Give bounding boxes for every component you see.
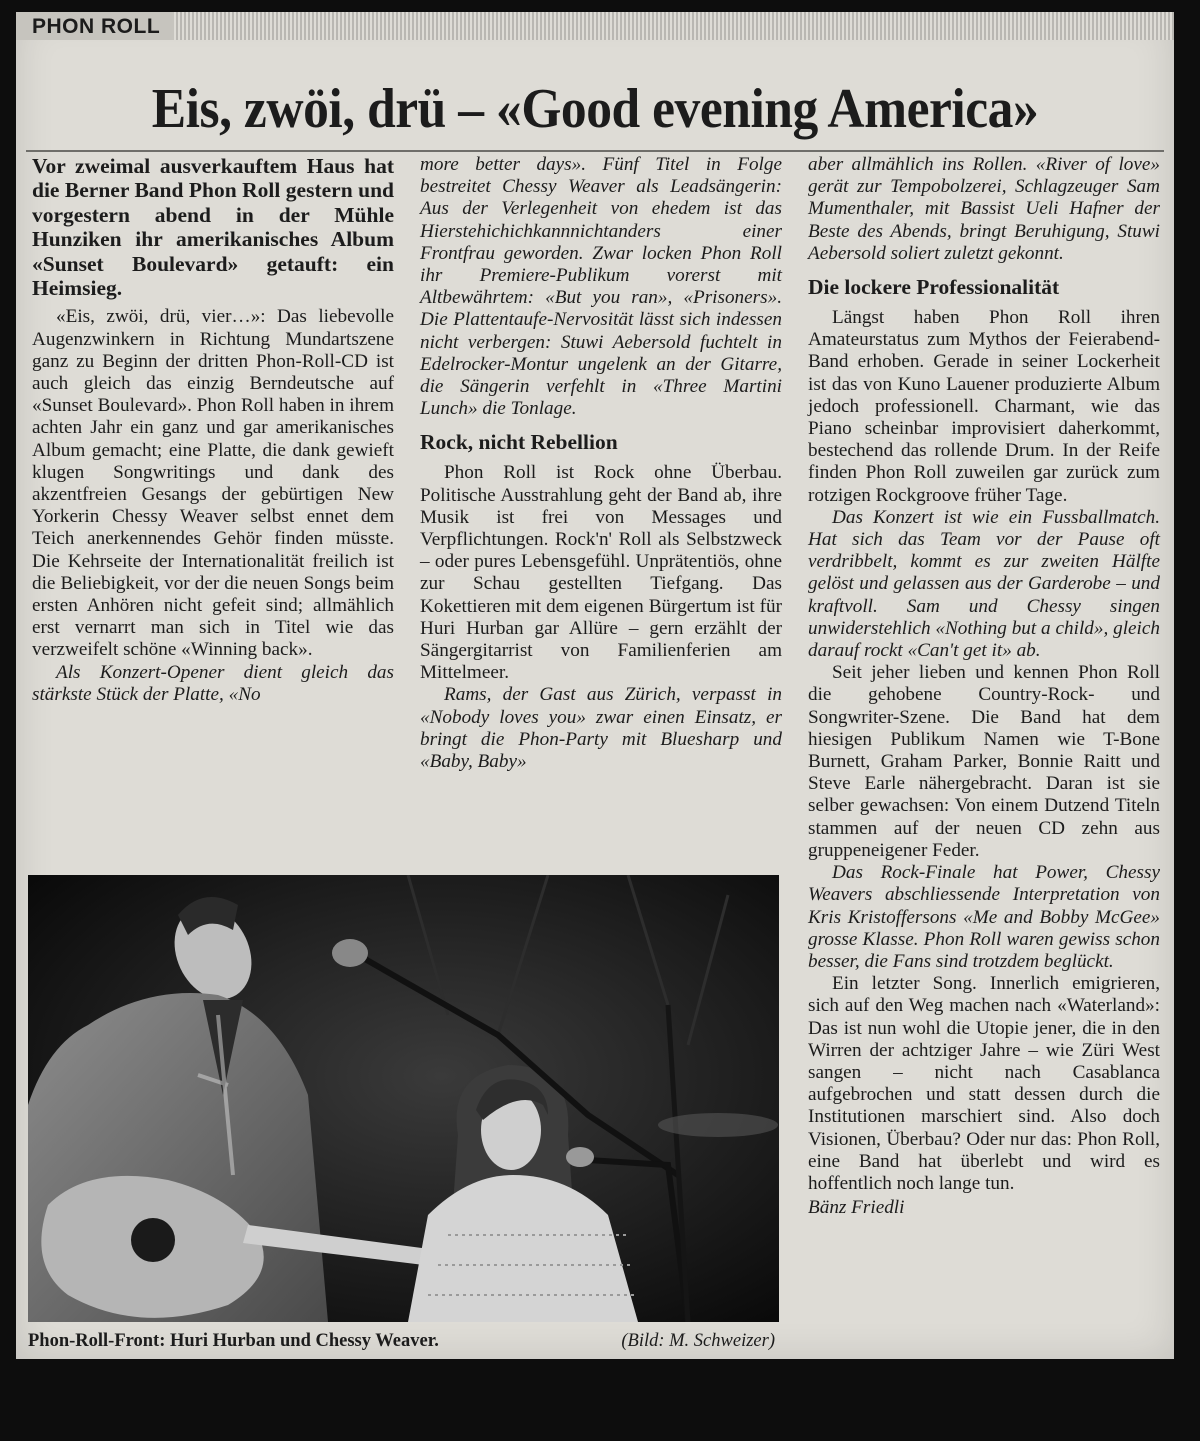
body-paragraph: «Eis, zwöi, drü, vier…»: Das liebevolle Augenzwinkern in Richtung Mundartszene ganz zu Beginn der dritten Phon-Roll-CD ist auch gleich das einzig Berndeutsche auf «Sunset Boulevard». Phon Roll haben in ihrem achten Jahr ein ganz und gar amerikanisches Album gemacht; eine Platte, die dank gewieft klugen Songwritings und dank des akzentfreien Gesangs der gebürtigen New Yorkerin Chessy Weaver selbst ennet dem Teich anerkennendes Gehör finden müsste. Die Kehrseite der Internationalität freilich ist die Beliebigkeit, vor der die neuen Songs beim ersten Anhören nicht gefeit sind; allmählich erst vernarrt man sich in Titel wie das verzweifelt schöne «Winning back».	[32, 306, 394, 661]
body-paragraph: aber allmählich ins Rollen. «River of love» gerät zur Tempobolzerei, Schlagzeuger Sam Mumenthaler, mit Bassist Ueli Hafner der Beste des Abends, bringt Beruhigung, Stuwi Aebersold soliert zuletzt gekonnt.	[808, 154, 1160, 264]
rubric-label: PHON ROLL	[16, 12, 174, 40]
subheading: Die lockere Professionalität	[808, 275, 1060, 300]
newspaper-clipping	[16, 12, 1174, 1359]
rubric-bar	[16, 12, 1174, 40]
body-paragraph: Als Konzert-Opener dient gleich das stärkste Stück der Platte, «No	[32, 661, 394, 705]
body-paragraph: Ein letzter Song. Innerlich emigrieren, sich auf den Weg machen nach «Waterland»: Das ist nun wohl die Utopie jener, die in den Wirren der achtziger Jahre – wie Züri West sangen – nicht nach Casablanca aufgebrochen und statt dessen durch die Institutionen marschiert sind. Also doch Visionen, Überbau? Oder nur das: Phon Roll, eine Band hat überlebt und wird es hoffentlich noch lange tun.	[808, 973, 1160, 1194]
body-paragraph: Das Konzert ist wie ein Fussballmatch. Hat sich das Team vor der Pause oft verdribbelt, kommt es zur zweiten Hälfte gelöst und gelassen aus der Garderobe – und kraftvoll. Sam und Chessy singen unwiderstehlich «Nothing but a child», gleich darauf rockt «Can't get it» ab.	[808, 506, 1160, 662]
photo-illustration	[28, 875, 779, 1322]
headline: Eis, zwöi, drü – «Good evening America»	[151, 78, 1039, 140]
body-paragraph: Das Rock-Finale hat Power, Chessy Weavers abschliessende Interpretation von Kris Kristoffersons «Me and Bobby McGee» grosse Klasse. Phon Roll waren gewiss schon besser, die Fans sind trotzdem beglückt.	[808, 862, 1160, 972]
column-3	[808, 154, 1160, 1219]
body-paragraph: Rams, der Gast aus Zürich, verpasst in «Nobody loves you» zwar einen Einsatz, er bringt die Phon-Party mit Bluesharp und «Baby, Baby»	[420, 684, 782, 773]
byline: Bänz Friedli	[808, 1197, 905, 1219]
body-paragraph: more better days». Fünf Titel in Folge bestreitet Chessy Weaver als Leadsängerin: Aus der Verlegenheit von ehedem ist das Hierstehichichkannnichtanders einer Frontfrau geworden. Zwar locken Phon Roll ihr Premiere-Publikum vorerst mit Altbewährtem: «But you ran», «Prisoners». Die Plattentaufe-Nervosität lässt sich indessen nicht verbergen: Stuwi Aebersold fuchtelt in Edelrocker-Montur ungelenk an der Gitarre, die Sängerin verfehlt in «Three Martini Lunch» die Tonlage.	[420, 154, 782, 420]
photo-credit: (Bild: M. Schweizer)	[621, 1331, 775, 1351]
headline-rule	[26, 150, 1164, 152]
body-paragraph: Seit jeher lieben und kennen Phon Roll die gehobene Country-Rock- und Songwriter-Szene. Die Band hat dem hiesigen Publikum Namen wie T-Bone Burnett, Graham Parker, Bonnie Raitt und Steve Earle nähergebracht. Daran ist sie selber gewachsen: Von einem Dutzend Titeln stammen auf der neuen CD zehn aus gruppeneigener Feder.	[808, 662, 1160, 861]
column-2	[420, 154, 782, 773]
concert-photo	[28, 875, 779, 1322]
column-1	[32, 154, 394, 706]
photo-caption	[28, 1328, 779, 1354]
subheading: Rock, nicht Rebellion	[420, 430, 618, 455]
lead-paragraph: Vor zweimal ausverkauftem Haus hat die Berner Band Phon Roll gestern und vorgestern abend in der Mühle Hunziken ihr amerikanisches Album «Sunset Boulevard» getauft: ein Heimsieg.	[32, 154, 394, 301]
body-paragraph: Phon Roll ist Rock ohne Überbau. Politische Ausstrahlung geht der Band ab, ihre Musik ist frei von Messages und Verpflichtungen. Rock'n' Roll als Selbstzweck – oder pures Lebensgefühl. Unprätentiös, ohne zur Schau gestellten Tiefgang. Das Kokettieren mit dem eigenen Bürgertum ist für Huri Hurban gar Allüre – gern erzählt der Sängergitarrist von Familienferien am Mittelmeer.	[420, 462, 782, 684]
body-paragraph: Längst haben Phon Roll ihren Amateurstatus zum Mythos der Feierabend-Band erhoben. Gerade in seiner Lockerheit ist das von Kuno Lauener produzierte Album jedoch professionell. Charmant, wie das Piano scheinbar improvisiert daherkommt, bestechend das rollende Drum. In der Reife finden Phon Roll zuweilen gar zurück zum rotzigen Rockgroove früher Tage.	[808, 307, 1160, 506]
caption-text: Phon-Roll-Front: Huri Hurban und Chessy Weaver.	[28, 1331, 439, 1351]
